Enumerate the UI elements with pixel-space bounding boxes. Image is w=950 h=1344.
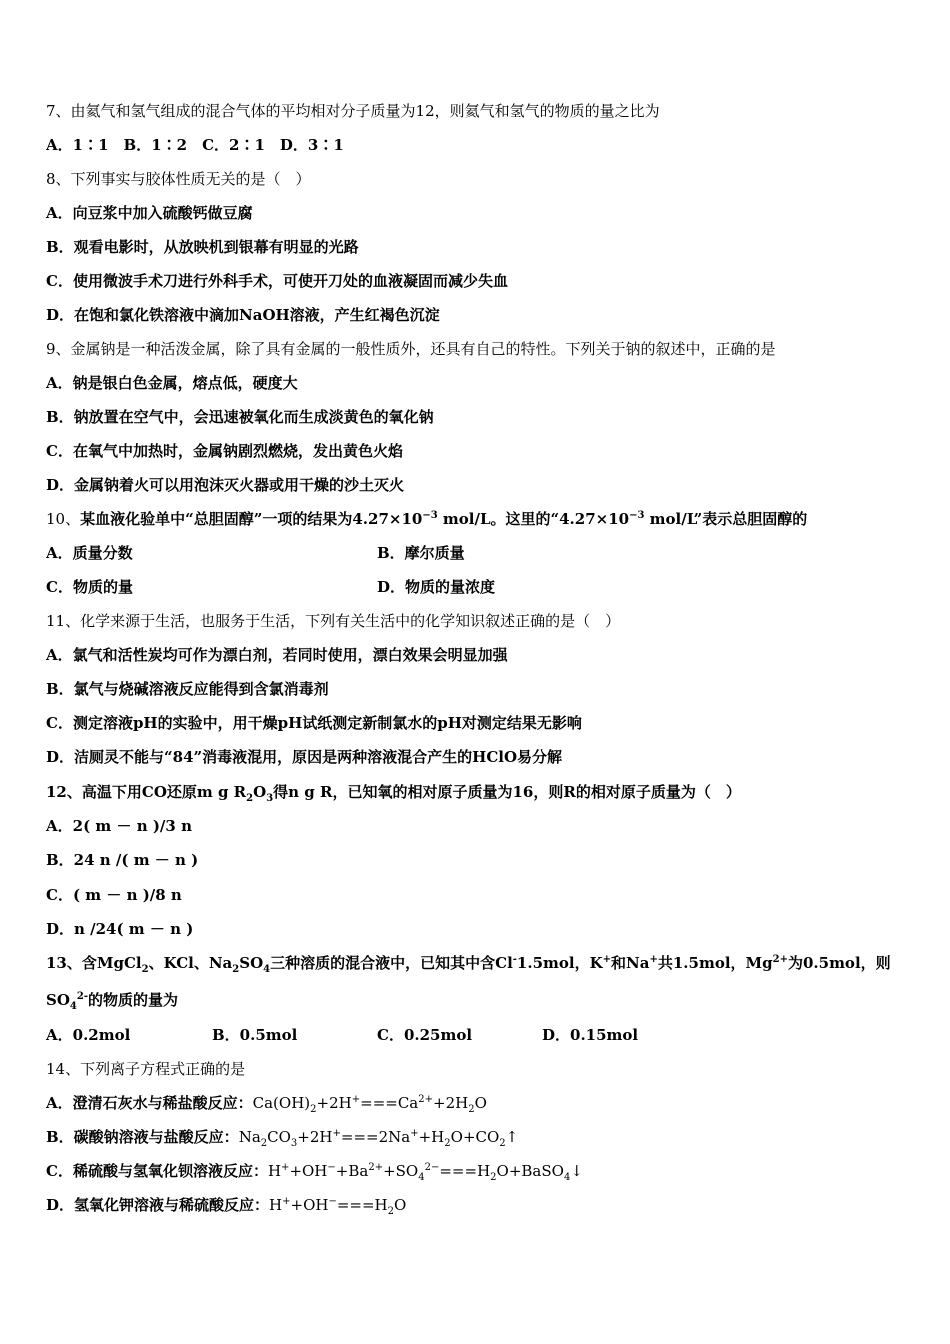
q14-a-sub-1: 2 [310,1104,317,1115]
q13-text-8: 为0.5mol，则 [787,954,891,972]
q13-stem-line-2 [46,990,178,1010]
q8-option-c: C．使用微波手术刀进行外科手术，可使开刀处的血液凝固而减少失血 [46,272,508,290]
q13-text-3: SO [239,954,264,972]
q14-d-eq-3: ===H [336,1196,388,1214]
q14-c-eq-3: +Ba [335,1162,369,1180]
q14-b-eq-1: Na [238,1128,261,1146]
q7-options: A．1∶1 B．1∶2 C．2∶1 D．3∶1 [46,136,344,154]
q11-option-b: B．氯气与烧碱溶液反应能得到含氯消毒剂 [46,680,329,698]
q14-b-sup-1: + [332,1128,341,1139]
q13-text-4: 三种溶质的混合液中，已知其中含Cl [270,954,513,972]
q13-option-d: D．0.15mol [542,1026,639,1044]
q14-option-a [46,1093,487,1113]
q14-d-eq-4: O [394,1196,407,1214]
q14-c-sub-3: 4 [563,1172,571,1183]
q10-option-a: A．质量分数 [46,544,133,562]
q14-b-sub-4: 2 [499,1138,506,1149]
q14-b-eq-7: ↑ [505,1128,519,1146]
q10-stem-text-c: mol/L”表示总胆固醇的 [644,510,808,528]
q12-stem-text-b: O [253,783,267,801]
q13-stem-line-1 [46,953,891,973]
q14-c-sup-4: 2− [424,1162,440,1173]
q13-line2-sup: 2- [76,991,88,1002]
q14-a-eq-5: O [474,1094,487,1112]
q14-a-eq-4: +2H [433,1094,469,1112]
q9-stem: 9、金属钠是一种活泼金属，除了具有金属的一般性质外，还具有自己的特性。下列关于钠的叙述中，正确的是 [46,340,776,358]
q10-stem-text-b: mol/L。这里的“4.27×10 [437,510,630,528]
q14-option-d [46,1195,406,1215]
q14-c-eq-6: O+BaSO [496,1162,564,1180]
q14-d-sup-2: − [328,1196,337,1207]
q13-text-6: 和Na [611,954,650,972]
q14-c-sup-2: − [327,1162,336,1173]
q12-option-c: C．( m － n )/8 n [46,886,182,904]
q14-stem: 14、下列离子方程式正确的是 [46,1060,246,1078]
q13-line2-text-a: SO [46,991,70,1009]
q10-exponent-2: −3 [629,510,645,521]
q13-option-a: A．0.2mol [46,1026,131,1044]
q14-b-sub-3: 2 [444,1138,451,1149]
q8-option-a: A．向豆浆中加入硫酸钙做豆腐 [46,204,253,222]
q13-text-1: 13、含MgCl [46,954,142,972]
q13-sub-1: 2 [141,964,149,975]
q14-a-sup-2: 2+ [418,1094,433,1105]
q14-c-sub-1: 4 [418,1172,425,1183]
q14-d-eq-1: H [269,1196,283,1214]
q14-c-eq-4: +SO [383,1162,419,1180]
q11-stem: 11、化学来源于生活，也服务于生活，下列有关生活中的化学知识叙述正确的是（ ） [46,612,621,630]
q14-b-eq-4: ===2Na [340,1128,411,1146]
q13-text-5: 1.5mol，K [516,954,603,972]
q14-b-sup-2: + [410,1128,419,1139]
q9-option-c: C．在氧气中加热时，金属钠剧烈燃烧，发出黄色火焰 [46,442,403,460]
q11-option-d: D．洁厕灵不能与“84”消毒液混用，原因是两种溶液混合产生的HClO易分解 [46,748,563,766]
q13-line2-sub: 4 [69,1001,77,1012]
q13-text-2: 、KCl、Na [148,954,233,972]
q14-c-eq-1: H [267,1162,282,1180]
q12-stem-text-c: 得n g R，已知氧的相对原子质量为16，则R的相对原子质量为（ ） [273,783,741,801]
q10-stem [46,509,807,529]
q10-option-b: B．摩尔质量 [377,544,465,562]
q14-b-sub-1: 2 [260,1138,268,1149]
q12-option-b: B．24 n /( m － n ) [46,851,199,869]
q12-stem-text-a: 12、高温下用CO还原m g R [46,783,247,801]
q13-sup-2: + [602,954,612,965]
q14-b-eq-6: O+CO [450,1128,500,1146]
q13-sup-1: - [512,954,517,965]
q9-option-a: A．钠是银白色金属，熔点低，硬度大 [46,374,298,392]
q14-c-eq-5: ===H [439,1162,491,1180]
q14-a-label: A．澄清石灰水与稀盐酸反应： [46,1094,253,1112]
q11-option-c: C．测定溶液pH的实验中，用干燥pH试纸测定新制氯水的pH对测定结果无影响 [46,714,582,732]
q14-c-label: C．稀硫酸与氢氧化钡溶液反应： [46,1162,268,1180]
q14-d-eq-2: +OH [290,1196,329,1214]
q12-subscript-2: 3 [266,793,274,804]
q14-c-sub-2: 2 [490,1172,497,1183]
q14-b-eq-3: +2H [297,1128,333,1146]
q14-d-label: D．氢氧化钾溶液与稀硫酸反应： [46,1196,270,1214]
q14-d-sup-1: + [282,1196,291,1207]
q14-c-eq-2: +OH [289,1162,328,1180]
q14-a-eq-3: ===Ca [360,1094,419,1112]
q8-option-b: B．观看电影时，从放映机到银幕有明显的光路 [46,238,359,256]
q14-option-b [46,1127,518,1147]
q13-sup-4: 2+ [772,954,788,965]
q12-option-d: D．n /24( m － n ) [46,920,194,938]
q14-a-sup-1: + [351,1094,361,1105]
q9-option-d: D．金属钠着火可以用泡沫灭火器或用干燥的沙土灭火 [46,476,405,494]
q10-exponent-1: −3 [422,510,438,521]
q14-c-sup-3: 2+ [368,1162,384,1173]
q9-option-b: B．钠放置在空气中，会迅速被氧化而生成淡黄色的氧化钠 [46,408,434,426]
q12-subscript-1: 2 [246,793,254,804]
q13-text-7: 共1.5mol，Mg [657,954,773,972]
q12-stem [46,782,741,802]
q13-option-c: C．0.25mol [377,1026,473,1044]
q14-c-sup-1: + [281,1162,290,1173]
q14-d-sub-1: 2 [387,1206,395,1217]
q14-a-sub-2: 2 [468,1104,475,1115]
q14-a-eq-1: Ca(OH) [252,1094,311,1112]
q14-b-label: B．碳酸钠溶液与盐酸反应： [46,1128,239,1146]
q14-a-eq-2: +2H [316,1094,352,1112]
q14-b-sub-2: 3 [290,1138,298,1149]
q8-option-d: D．在饱和氯化铁溶液中滴加NaOH溶液，产生红褐色沉淀 [46,306,440,324]
q7-stem: 7、由氦气和氢气组成的混合气体的平均相对分子质量为12，则氦气和氢气的物质的量之比为 [46,102,660,120]
q14-option-c [46,1161,583,1181]
q10-option-d: D．物质的量浓度 [377,578,496,596]
q11-option-a: A．氯气和活性炭均可作为漂白剂，若同时使用，漂白效果会明显加强 [46,646,508,664]
q13-option-b: B．0.5mol [212,1026,298,1044]
q13-line2-text-b: 的物质的量为 [87,991,178,1009]
q12-option-a: A．2( m － n )/3 n [46,817,192,835]
q10-option-c: C．物质的量 [46,578,133,596]
q14-b-eq-2: CO [267,1128,291,1146]
q10-number: 10、 [46,510,81,528]
q14-c-eq-7: ↓ [570,1162,583,1180]
q10-stem-text-a: 某血液化验单中“总胆固醇”一项的结果为4.27×10 [80,510,423,528]
q14-b-eq-5: +H [418,1128,445,1146]
q8-stem: 8、下列事实与胶体性质无关的是（ ） [46,170,311,188]
q13-sub-2: 2 [232,964,240,975]
q13-sup-3: + [649,954,658,965]
q13-sub-3: 4 [263,964,271,975]
